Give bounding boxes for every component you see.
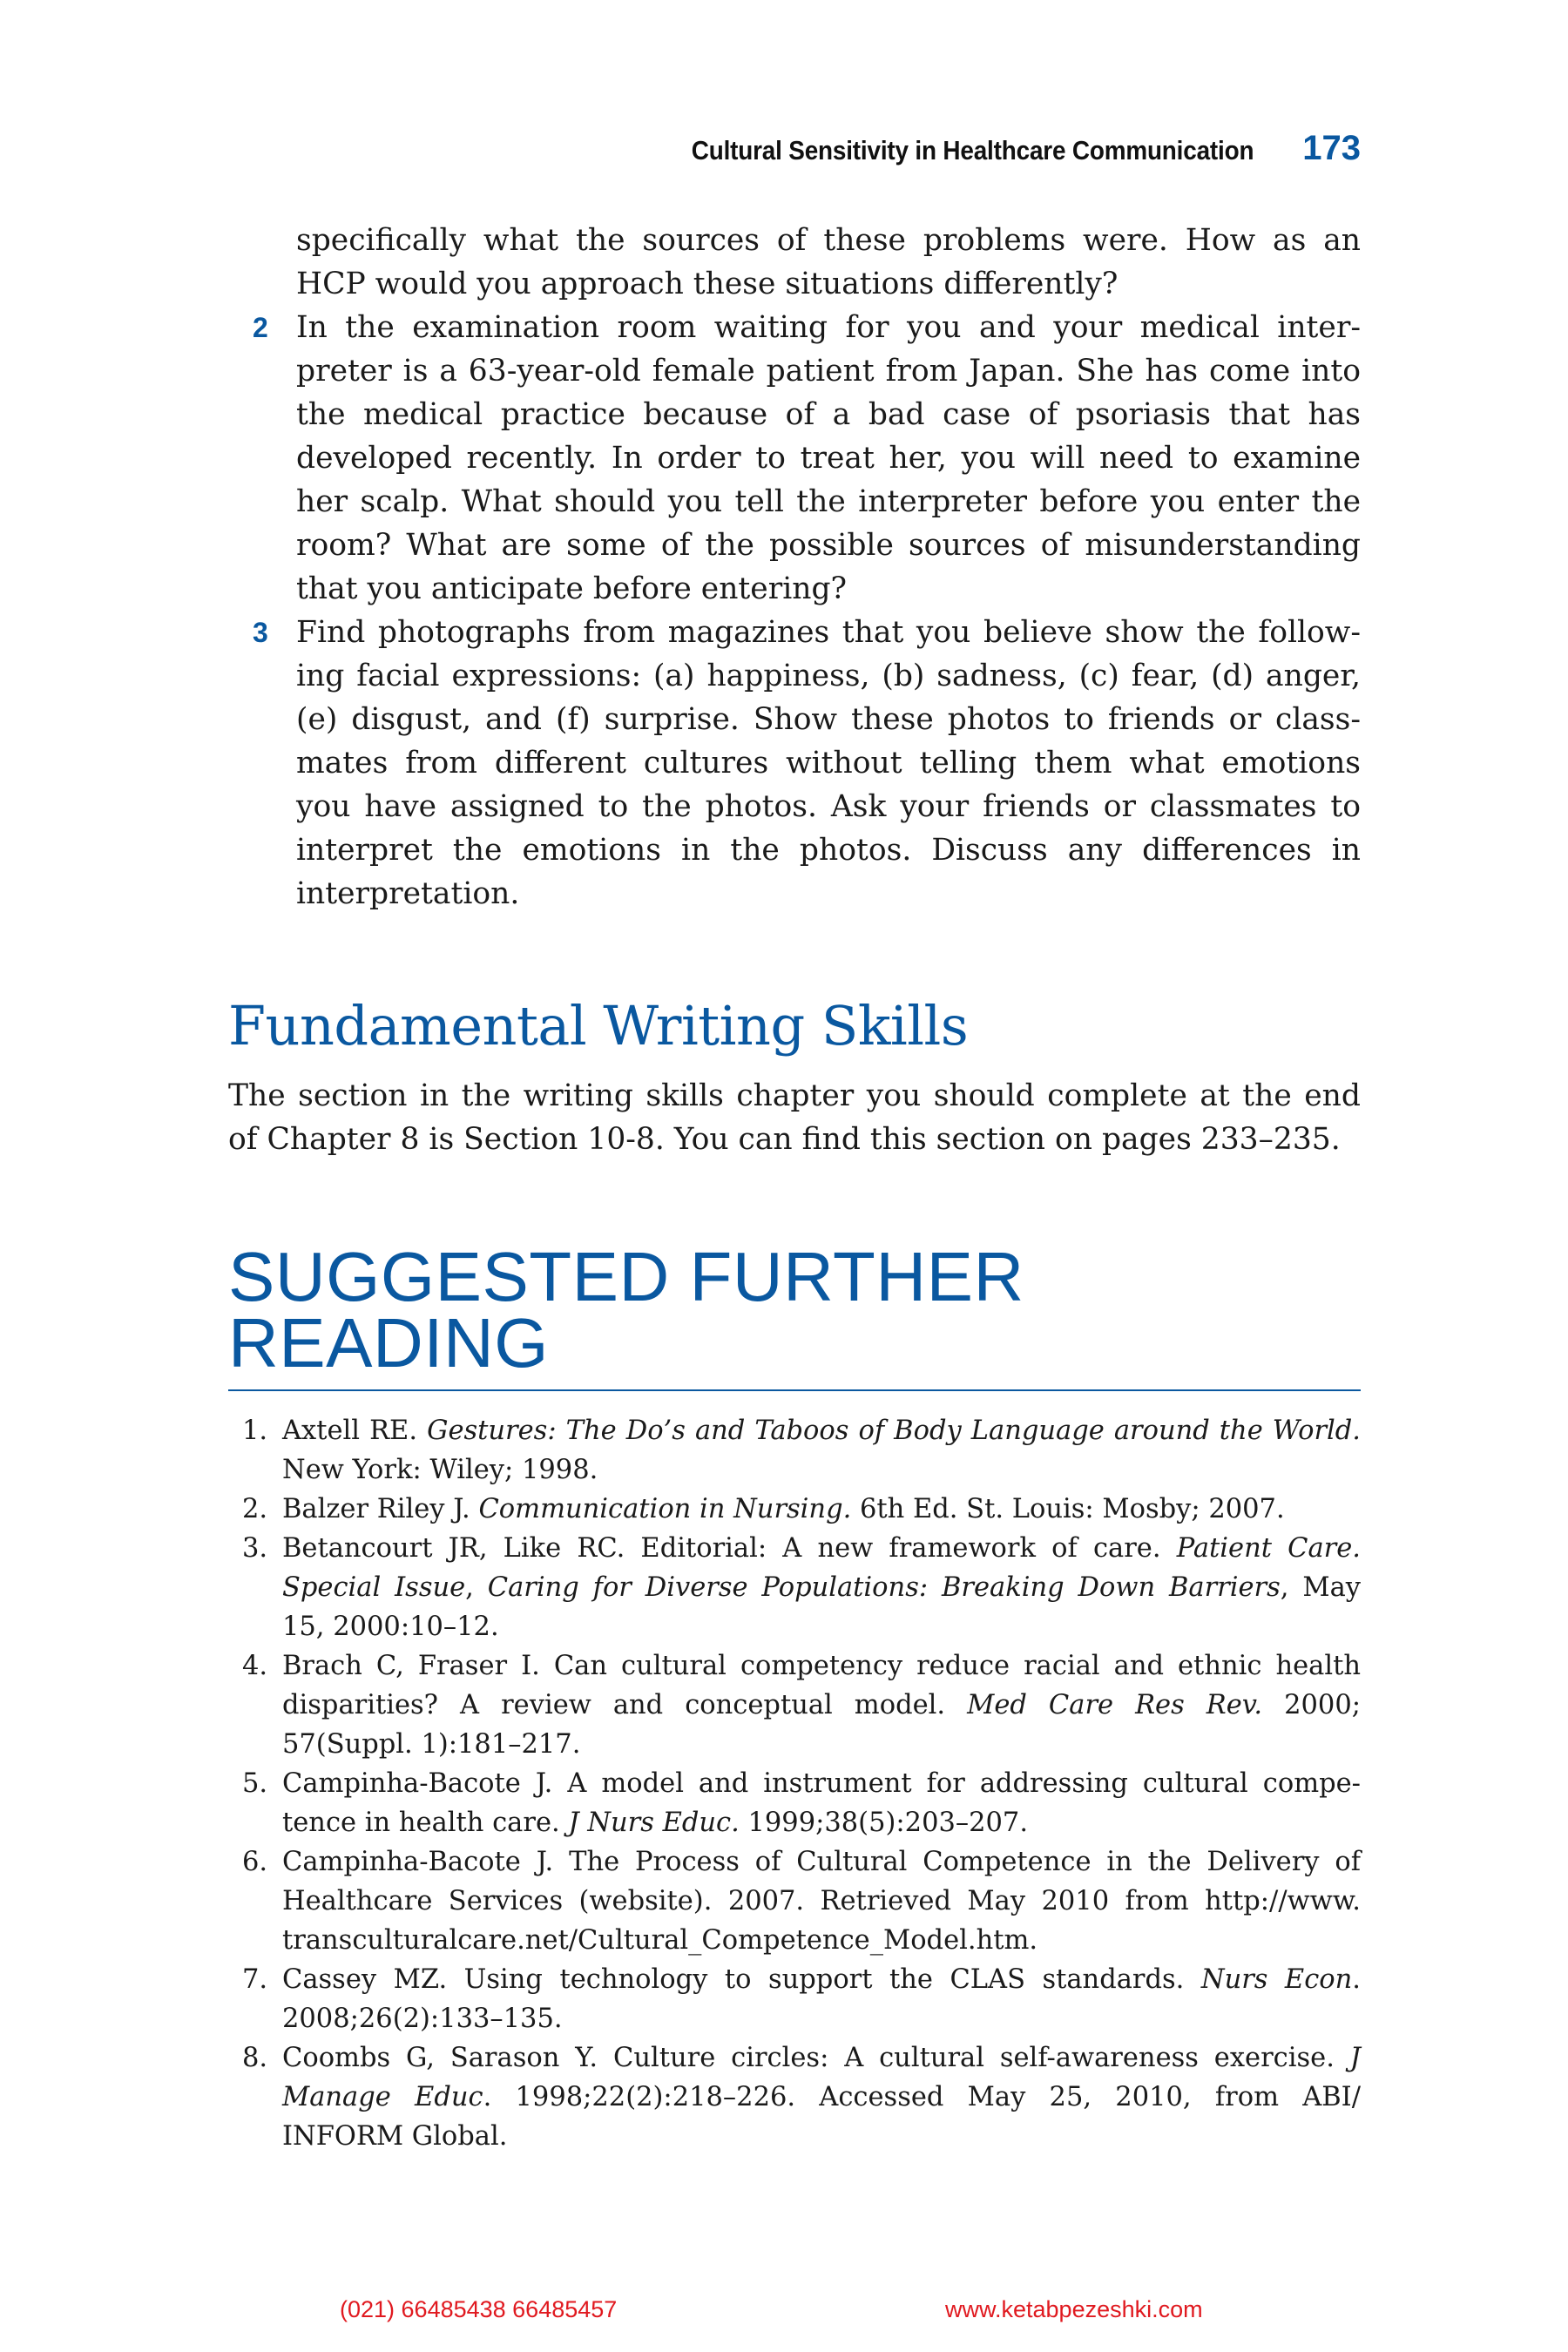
reference-number: 1. bbox=[242, 1416, 268, 1446]
exercise-number: 2 bbox=[253, 312, 268, 343]
reference-text bbox=[282, 2038, 1361, 2156]
reference-segment: Campinha-Bacote J. The Process of Cultural Competence in the Delivery of Healthcare Services (website). 2007. Retrieved May 2010 from http://www. transculturalcare.net/Cultural_Competence_Model.htm. bbox=[282, 1847, 1361, 1956]
reference-segment: Axtell RE. bbox=[282, 1416, 428, 1446]
reference-number: 3. bbox=[242, 1533, 268, 1564]
reference-item bbox=[228, 1529, 1361, 1646]
reference-text bbox=[282, 1842, 1361, 1960]
exercise-item bbox=[228, 219, 1361, 306]
reference-text bbox=[282, 1411, 1361, 1490]
reference-segment: 1999;38(5):203–207. bbox=[739, 1808, 1029, 1838]
reference-text bbox=[282, 1646, 1361, 1764]
writing-skills-heading: Fundamental Writing Skills bbox=[228, 994, 969, 1058]
reference-segment: Campinha-Bacote J. A model and instrument for addressing cultural compe-tence in health care. bbox=[282, 1768, 1361, 1838]
reference-segment: . 1998;22(2):218–226. Accessed May 25, 2010, from ABI/ INFORM Global. bbox=[282, 2082, 1361, 2152]
reference-number: 7. bbox=[242, 1964, 268, 1995]
exercise-number: 3 bbox=[253, 617, 268, 648]
reference-text bbox=[282, 1490, 1361, 1529]
further-reading-heading-line2: READING bbox=[228, 1304, 549, 1382]
reference-text bbox=[282, 1960, 1361, 2038]
reference-title: Nurs Econ bbox=[1200, 1964, 1353, 1995]
running-title: Cultural Sensitivity in Healthcare Communication bbox=[691, 135, 1254, 166]
reference-text bbox=[282, 1529, 1361, 1646]
exercise-item bbox=[228, 306, 1361, 611]
reference-segment: Betancourt JR, Like RC. Editorial: A new framework of care. bbox=[282, 1533, 1177, 1564]
reference-segment: New York: Wiley; 1998. bbox=[282, 1455, 598, 1485]
reference-list bbox=[228, 1411, 1361, 2156]
exercise-text: Find photographs from magazines that you believe show the follow-ing facial expressions: (a) happiness, (b) sadness, (c) fear, (d) anger, (e) disgust, and (f) surprise. Show these photos to friends or class-mates from different cultures without telling them what emotions you have assigned to the photos. Ask your friends or classmates to interpret the emotions in the photos. Discuss any differences in interpretation. bbox=[296, 615, 1361, 911]
reference-title: J Manage Educ bbox=[282, 2043, 1361, 2112]
heading-rule bbox=[228, 1389, 1361, 1391]
reference-segment: 6th Ed. St. Louis: Mosby; 2007. bbox=[851, 1494, 1285, 1524]
reference-item bbox=[228, 1646, 1361, 1764]
reference-number: 5. bbox=[242, 1768, 268, 1799]
footer-url[interactable]: www.ketabpezeshki.com bbox=[945, 2296, 1203, 2322]
exercise-list bbox=[228, 219, 1361, 916]
reference-number: 8. bbox=[242, 2043, 268, 2073]
reference-item bbox=[228, 1490, 1361, 1529]
reference-item bbox=[228, 1411, 1361, 1490]
page-number: 173 bbox=[1302, 129, 1361, 167]
further-reading-heading-line1: SUGGESTED FURTHER bbox=[228, 1238, 1024, 1315]
reference-number: 2. bbox=[242, 1494, 268, 1524]
reference-number: 6. bbox=[242, 1847, 268, 1877]
reference-item bbox=[228, 1960, 1361, 2038]
further-reading-heading bbox=[228, 1238, 1361, 1382]
reference-segment: Brach C, Fraser I. Can cultural competency reduce racial and ethnic health disparities? A review and conceptual model. bbox=[282, 1651, 1361, 1720]
footer-phone: (021) 66485438 66485457 bbox=[340, 2296, 618, 2322]
reference-text bbox=[282, 1764, 1361, 1842]
writing-skills-body: The section in the writing skills chapter you should complete at the end of Chapter 8 is Section 10-8. You can find this section on pages 233–235. bbox=[228, 1078, 1361, 1157]
reference-segment: . 2008;26(2):133–135. bbox=[282, 1964, 1361, 2034]
reference-item bbox=[228, 1764, 1361, 1842]
reference-title: Med Care Res Rev. bbox=[967, 1690, 1263, 1720]
reference-title: Caring for Diverse Populations: Breaking Down Barriers bbox=[487, 1572, 1281, 1603]
reference-title: Gestures: The Do’s and Taboos of Body Language around the World. bbox=[427, 1416, 1362, 1446]
exercise-item bbox=[228, 611, 1361, 916]
reference-segment: , May 15, 2000:10–12. bbox=[282, 1572, 1361, 1642]
running-header bbox=[228, 129, 1361, 171]
reference-segment: 2000; 57(Suppl. 1):181–217. bbox=[282, 1690, 1361, 1760]
reference-item bbox=[228, 2038, 1361, 2156]
reference-segment: Cassey MZ. Using technology to support the CLAS standards. bbox=[282, 1964, 1201, 1995]
reference-segment: , bbox=[465, 1572, 488, 1603]
reference-title: Patient Care. Special Issue bbox=[282, 1533, 1362, 1603]
reference-title: J Nurs Educ. bbox=[568, 1808, 740, 1838]
reference-segment: Balzer Riley J. bbox=[282, 1494, 479, 1524]
reference-number: 4. bbox=[242, 1651, 268, 1681]
reference-segment: Coombs G, Sarason Y. Culture circles: A cultural self-awareness exercise. bbox=[282, 2043, 1350, 2073]
exercise-text: specifically what the sources of these problems were. How as an HCP would you approach these situations differently? bbox=[296, 223, 1361, 301]
reference-item bbox=[228, 1842, 1361, 1960]
reference-title: Communication in Nursing. bbox=[478, 1494, 852, 1524]
exercise-text: In the examination room waiting for you and your medical inter-preter is a 63-year-old female patient from Japan. She has come into the medical practice because of a bad case of psoriasis that has developed recently. In order to treat her, you will need to examine her scalp. What should you tell the interpreter before you enter the room? What are some of the possible sources of misunderstanding that you anticipate before entering? bbox=[296, 310, 1361, 606]
